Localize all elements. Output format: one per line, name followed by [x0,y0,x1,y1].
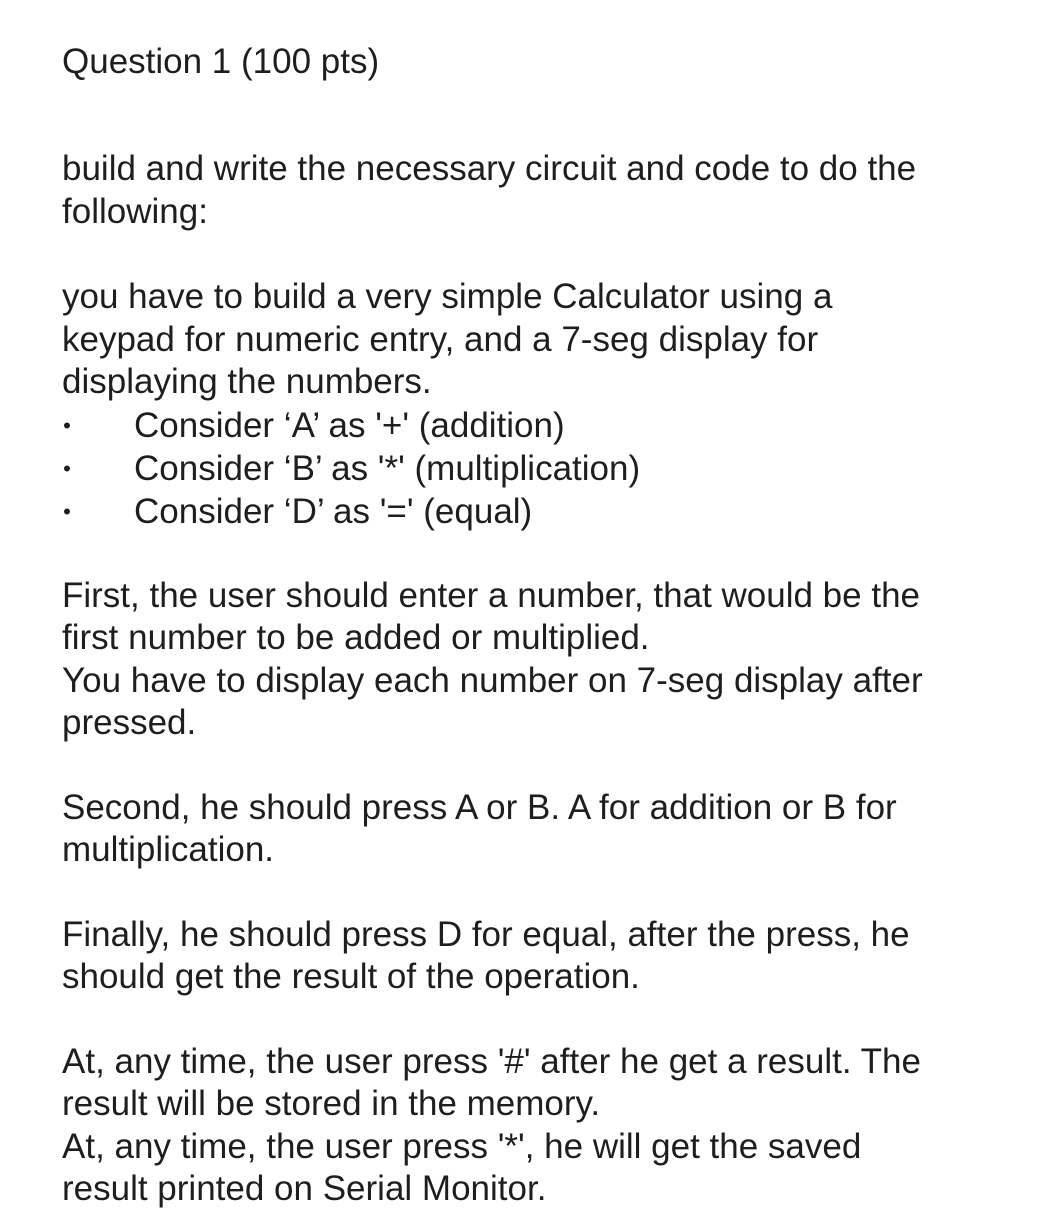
final-step-line: Finally, he should press D for equal, after the press, he [62,914,910,954]
first-step-line: You have to display each number on 7-seg display after [62,660,923,700]
task-line: keypad for numeric entry, and a 7-seg display for [62,319,819,359]
memory-line: result printed on Serial Monitor. [62,1169,547,1208]
bullet-icon: • [63,498,71,524]
first-step-paragraph [62,575,1022,745]
task-paragraph [62,276,1022,404]
task-line: displaying the numbers. [62,362,432,401]
second-step-line: multiplication. [62,830,275,869]
first-step-line: pressed. [62,703,197,742]
memory-line: At, any time, the user press '#' after he get a result. The [62,1041,921,1081]
bullet-icon: • [63,412,71,438]
question-title: Question 1 (100 pts) [62,42,380,81]
operator-item-add [62,404,1022,447]
operator-list [62,404,1022,533]
intro-line: following: [62,191,208,231]
task-line: you have to build a very simple Calculator using a [62,277,833,316]
memory-line: At, any time, the user press '*', he will get the saved [62,1126,862,1166]
operator-item-text: Consider ‘B’ as '*' (multiplication) [134,448,641,488]
final-step-paragraph [62,914,1022,999]
first-step-line: first number to be added or multiplied. [62,618,650,657]
intro-paragraph [62,148,1022,233]
first-step-line: First, the user should enter a number, that would be the [62,575,920,615]
intro-line: build and write the necessary circuit and code to do the [62,149,917,188]
operator-item-multiply [62,447,1022,490]
operator-item-text: Consider ‘A’ as '+' (addition) [134,405,565,445]
second-step-paragraph [62,787,1022,872]
question-document [62,40,1022,1211]
bullet-icon: • [63,455,71,481]
operator-item-equal [62,490,1022,533]
second-step-line: Second, he should press A or B. A for addition or B for [62,787,897,827]
memory-paragraph [62,1041,1022,1211]
final-step-line: should get the result of the operation. [62,957,640,996]
operator-item-text: Consider ‘D’ as '=' (equal) [134,491,533,531]
memory-line: result will be stored in the memory. [62,1084,601,1123]
